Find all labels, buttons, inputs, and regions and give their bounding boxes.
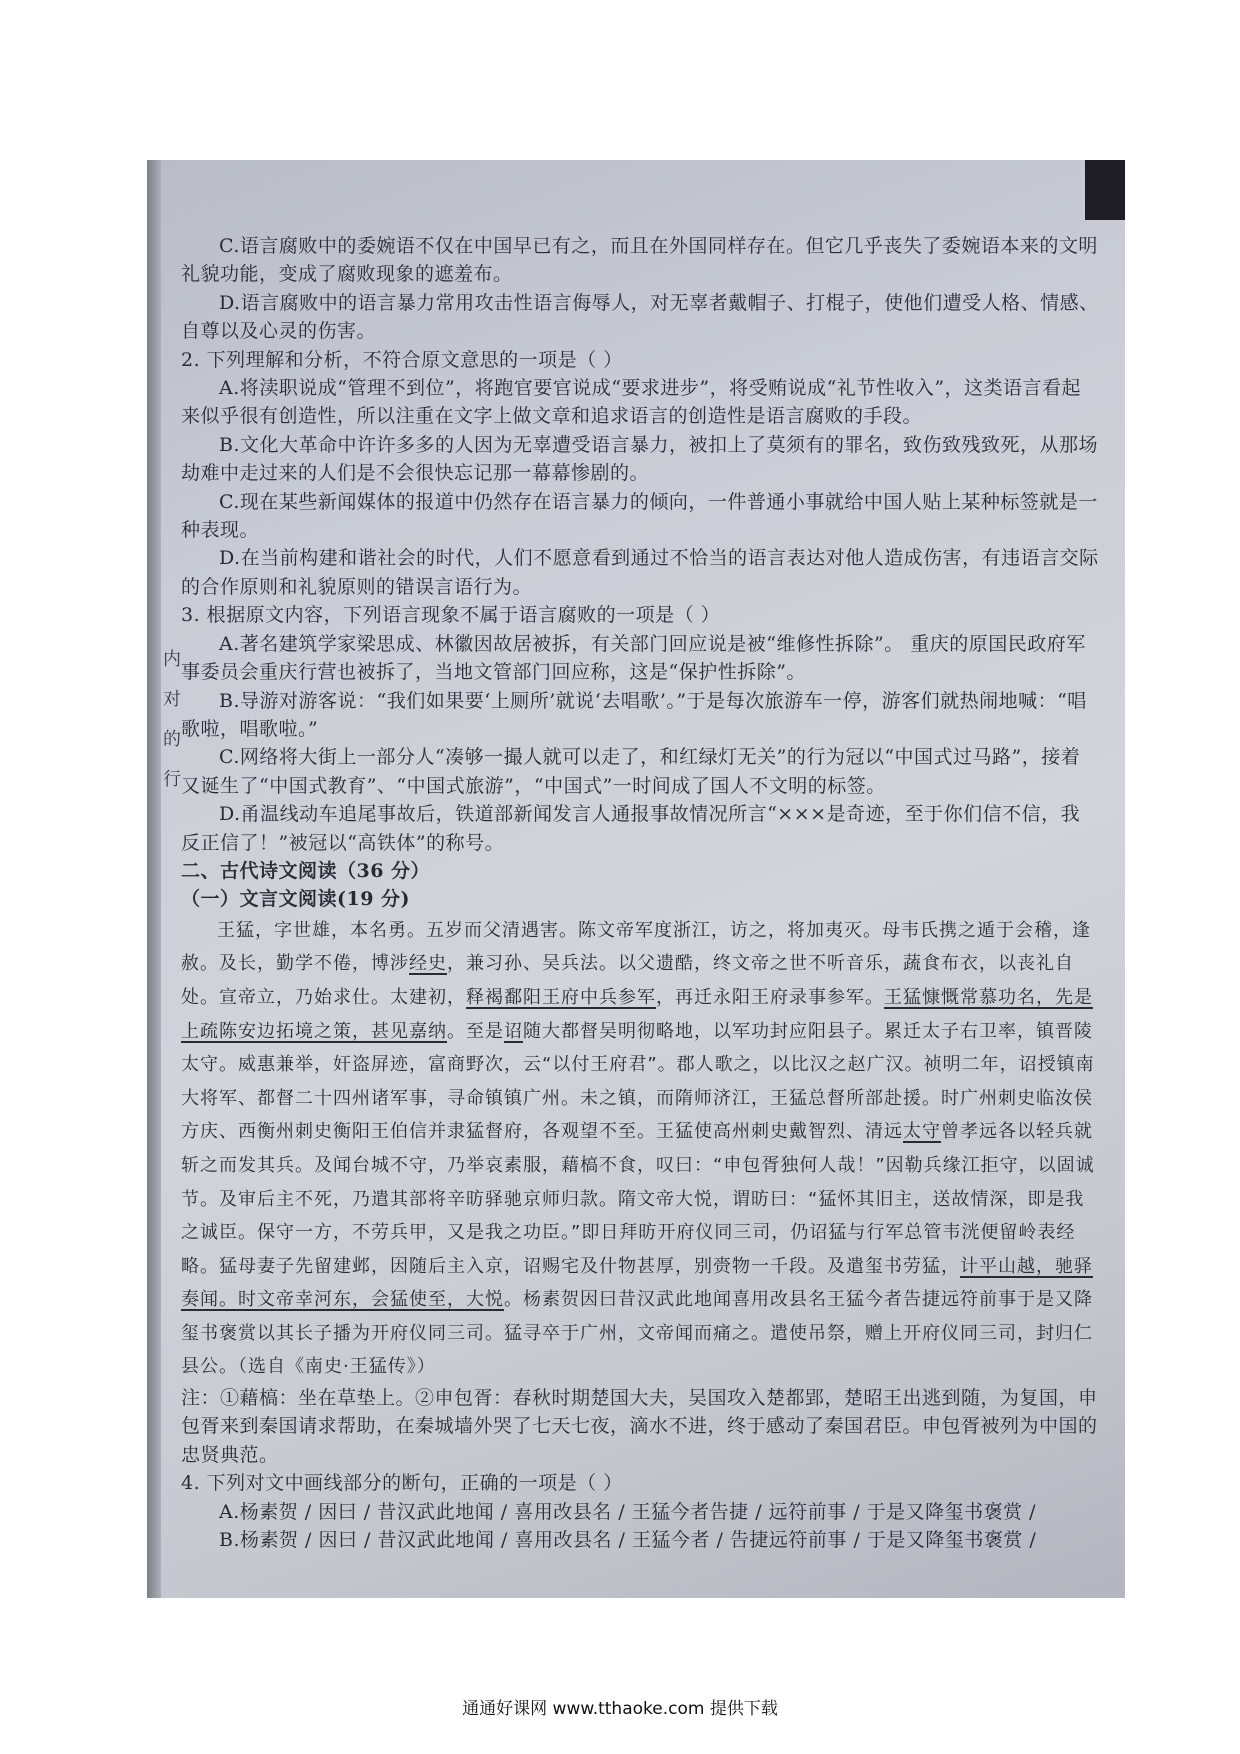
exam-content: [181, 232, 1099, 1555]
underlined-phrase: 释褐鄱阳王府中兵参军: [466, 986, 656, 1008]
annotation-note: 注：①藉槁：坐在草垫上。②申包胥：春秋时期楚国大夫，吴国攻入楚都郢，楚昭王出逃到随，为复国，申包胥来到秦国请求帮助，在秦城墙外哭了七天七夜，滴水不进，终于感动了秦国君臣。申包胥被列为中国的忠贤典范。: [181, 1387, 1098, 1466]
underlined-phrase: 诏: [504, 1020, 523, 1042]
q2-option-a: A.将渎职说成“管理不到位”，将跑官要官说成“要求进步”，将受贿说成“礼节性收入”，这类语言看起来似乎很有创造性，所以注重在文字上做文章和追求语言的创造性是语言腐败的手段。: [181, 377, 1082, 428]
underlined-sentence: 王猛慷慨常慕功名，先是上疏陈安边拓境之策，甚见嘉纳: [181, 986, 1093, 1042]
passage-text: ，再迁永阳王府录事参军。: [656, 986, 884, 1008]
q3-stem: 3. 根据原文内容，下列语言现象不属于语言腐败的一项是（ ）: [181, 604, 721, 627]
q4-option-a: A.杨素贺 / 因曰 / 昔汉武此地闻 / 喜用改县名 / 王猛今者告捷 / 远符前事 / 于是又降玺书褒赏 /: [219, 1500, 1037, 1523]
margin-mark: 行: [163, 769, 181, 790]
q1-option-c: C.语言腐败中的委婉语不仅在中国早已有之，而且在外国同样存在。但它几乎丧失了委婉语本来的文明礼貌功能，变成了腐败现象的遮羞布。: [181, 235, 1098, 286]
q3-option-b: B.导游对游客说：“我们如果要‘上厕所’就说‘去唱歌’。”于是每次旅游车一停，游客们就热闹地喊：“唱歌啦，唱歌啦。”: [181, 689, 1087, 740]
q3-option-c: C.网络将大街上一部分人“凑够一撮人就可以走了，和红绿灯无关”的行为冠以“中国式过马路”，接着又诞生了“中国式教育”、“中国式旅游”，“中国式”一时间成了国人不文明的标签。: [181, 746, 1081, 797]
q4-option-b: B.杨素贺 / 因曰 / 昔汉武此地闻 / 喜用改县名 / 王猛今者 / 告捷远符前事 / 于是又降玺书褒赏 /: [219, 1529, 1037, 1552]
margin-mark: 内: [163, 649, 181, 670]
passage-text: 随大都督吴明彻略地，以军功封应阳县子。累迁太子右卫率，镇晋陵太守。威惠兼举，奸盗屏迹，富商野次，云“以付王府君”。郡人歌之，以比汉之赵广汉。祯明二年，诏授镇南大将军、都督二十四州诸军事，寻命镇镇广州。未之镇，而隋师济江，王猛总督所部赴援。时广州刺史临汝侯方庆、西衡州刺史衡阳王伯信并隶猛督府，各观望不至。王猛使高州刺史戴智烈、清远: [181, 1020, 1095, 1143]
q4-stem: 4. 下列对文中画线部分的断句，正确的一项是（ ）: [181, 1472, 623, 1495]
margin-mark: 对: [163, 689, 181, 710]
passage-text: 。杨素贺因曰昔汉武此地闻喜用改县名王猛今者告捷远符前事于是又降玺书褒赏以其长子播为开府仪同三司。猛寻卒于广州，文帝闻而痛之。遣使吊祭，赠上开府仪同三司，封归仁县公。（选自《南史·王猛传》）: [181, 1289, 1093, 1378]
underlined-phrase: 太守: [903, 1121, 941, 1143]
margin-marks: [163, 640, 181, 800]
q2-option-d: D.在当前构建和谐社会的时代，人们不愿意看到通过不恰当的语言表达对他人造成伤害，有违语言交际的合作原则和礼貌原则的错误言语行为。: [181, 547, 1099, 598]
section-heading: 二、古代诗文阅读（36 分）: [181, 859, 431, 882]
scanned-exam-photo: [147, 160, 1125, 1598]
q1-option-d: D.语言腐败中的语言暴力常用攻击性语言侮辱人，对无辜者戴帽子、打棍子，使他们遭受人格、情感、自尊以及心灵的伤害。: [181, 291, 1099, 343]
margin-mark: 的: [163, 729, 181, 750]
underlined-phrase: 经史: [409, 953, 447, 975]
passage-text: 。至是: [447, 1020, 504, 1042]
subsection-heading: （一）文言文阅读(19 分): [181, 888, 411, 911]
passage-text: ，兼习孙、吴兵法。以父遗酷，终文帝之世不听音乐，蔬食布衣，以丧礼自处。宣帝立，乃始求仕。太建初，: [181, 953, 1074, 1008]
q3-option-d: D.甬温线动车追尾事故后，铁道部新闻发言人通报事故情况所言“×××是奇迹，至于你们信不信，我反正信了！”被冠以“高铁体”的称号。: [181, 803, 1081, 854]
q3-option-a: A.著名建筑学家梁思成、林徽因故居被拆，有关部门回应说是被“维修性拆除”。 重庆的原国民政府军事委员会重庆行营也被拆了，当地文管部门回应称，这是“保护性拆除”。: [181, 632, 1086, 684]
underlined-sentence: 计平山越，驰驿奏闻。时文帝幸河东，会猛使至，大悦: [181, 1255, 1093, 1311]
passage-text: 曾孝远各以轻兵就斩之而发其兵。及闻台城不守，乃举哀素服，藉槁不食，叹曰：“申包胥独何人哉！”因勒兵缘江拒守，以固诚节。及审后主不死，乃遣其部将辛昉驿驰京师归款。隋文帝大悦，谓昉曰：“猛怀其旧主，送故情深，即是我之诚臣。保守一方，不劳兵甲，又是我之功臣。”即日拜昉开府仪同三司，仍诏猛与行军总管韦洸便留岭表经略。猛母妻子先留建邺，因随后主入京，诏赐宅及什物甚厚，别赍物一千段。及遣玺书劳猛，: [181, 1121, 1095, 1277]
passage-text: 王猛，字世雄，本名勇。五岁而父清遇害。陈文帝军度浙江，访之，将加夷灭。母韦氏携之遁于会稽，逢赦。及长，勤学不倦，博涉: [181, 919, 1091, 975]
classical-passage: [181, 914, 1099, 1384]
q2-option-c: C.现在某些新闻媒体的报道中仍然存在语言暴力的倾向，一件普通小事就给中国人贴上某种标签就是一种表现。: [181, 490, 1098, 542]
q2-option-b: B.文化大革命中许许多多的人因为无辜遭受语言暴力，被扣上了莫须有的罪名，致伤致残致死，从那场劫难中走过来的人们是不会很快忘记那一幕幕惨剧的。: [181, 433, 1099, 485]
q2-stem: 2. 下列理解和分析，不符合原文意思的一项是（ ）: [181, 348, 623, 371]
download-footer: 通通好课网 www.tthaoke.com 提供下载: [462, 1699, 778, 1719]
